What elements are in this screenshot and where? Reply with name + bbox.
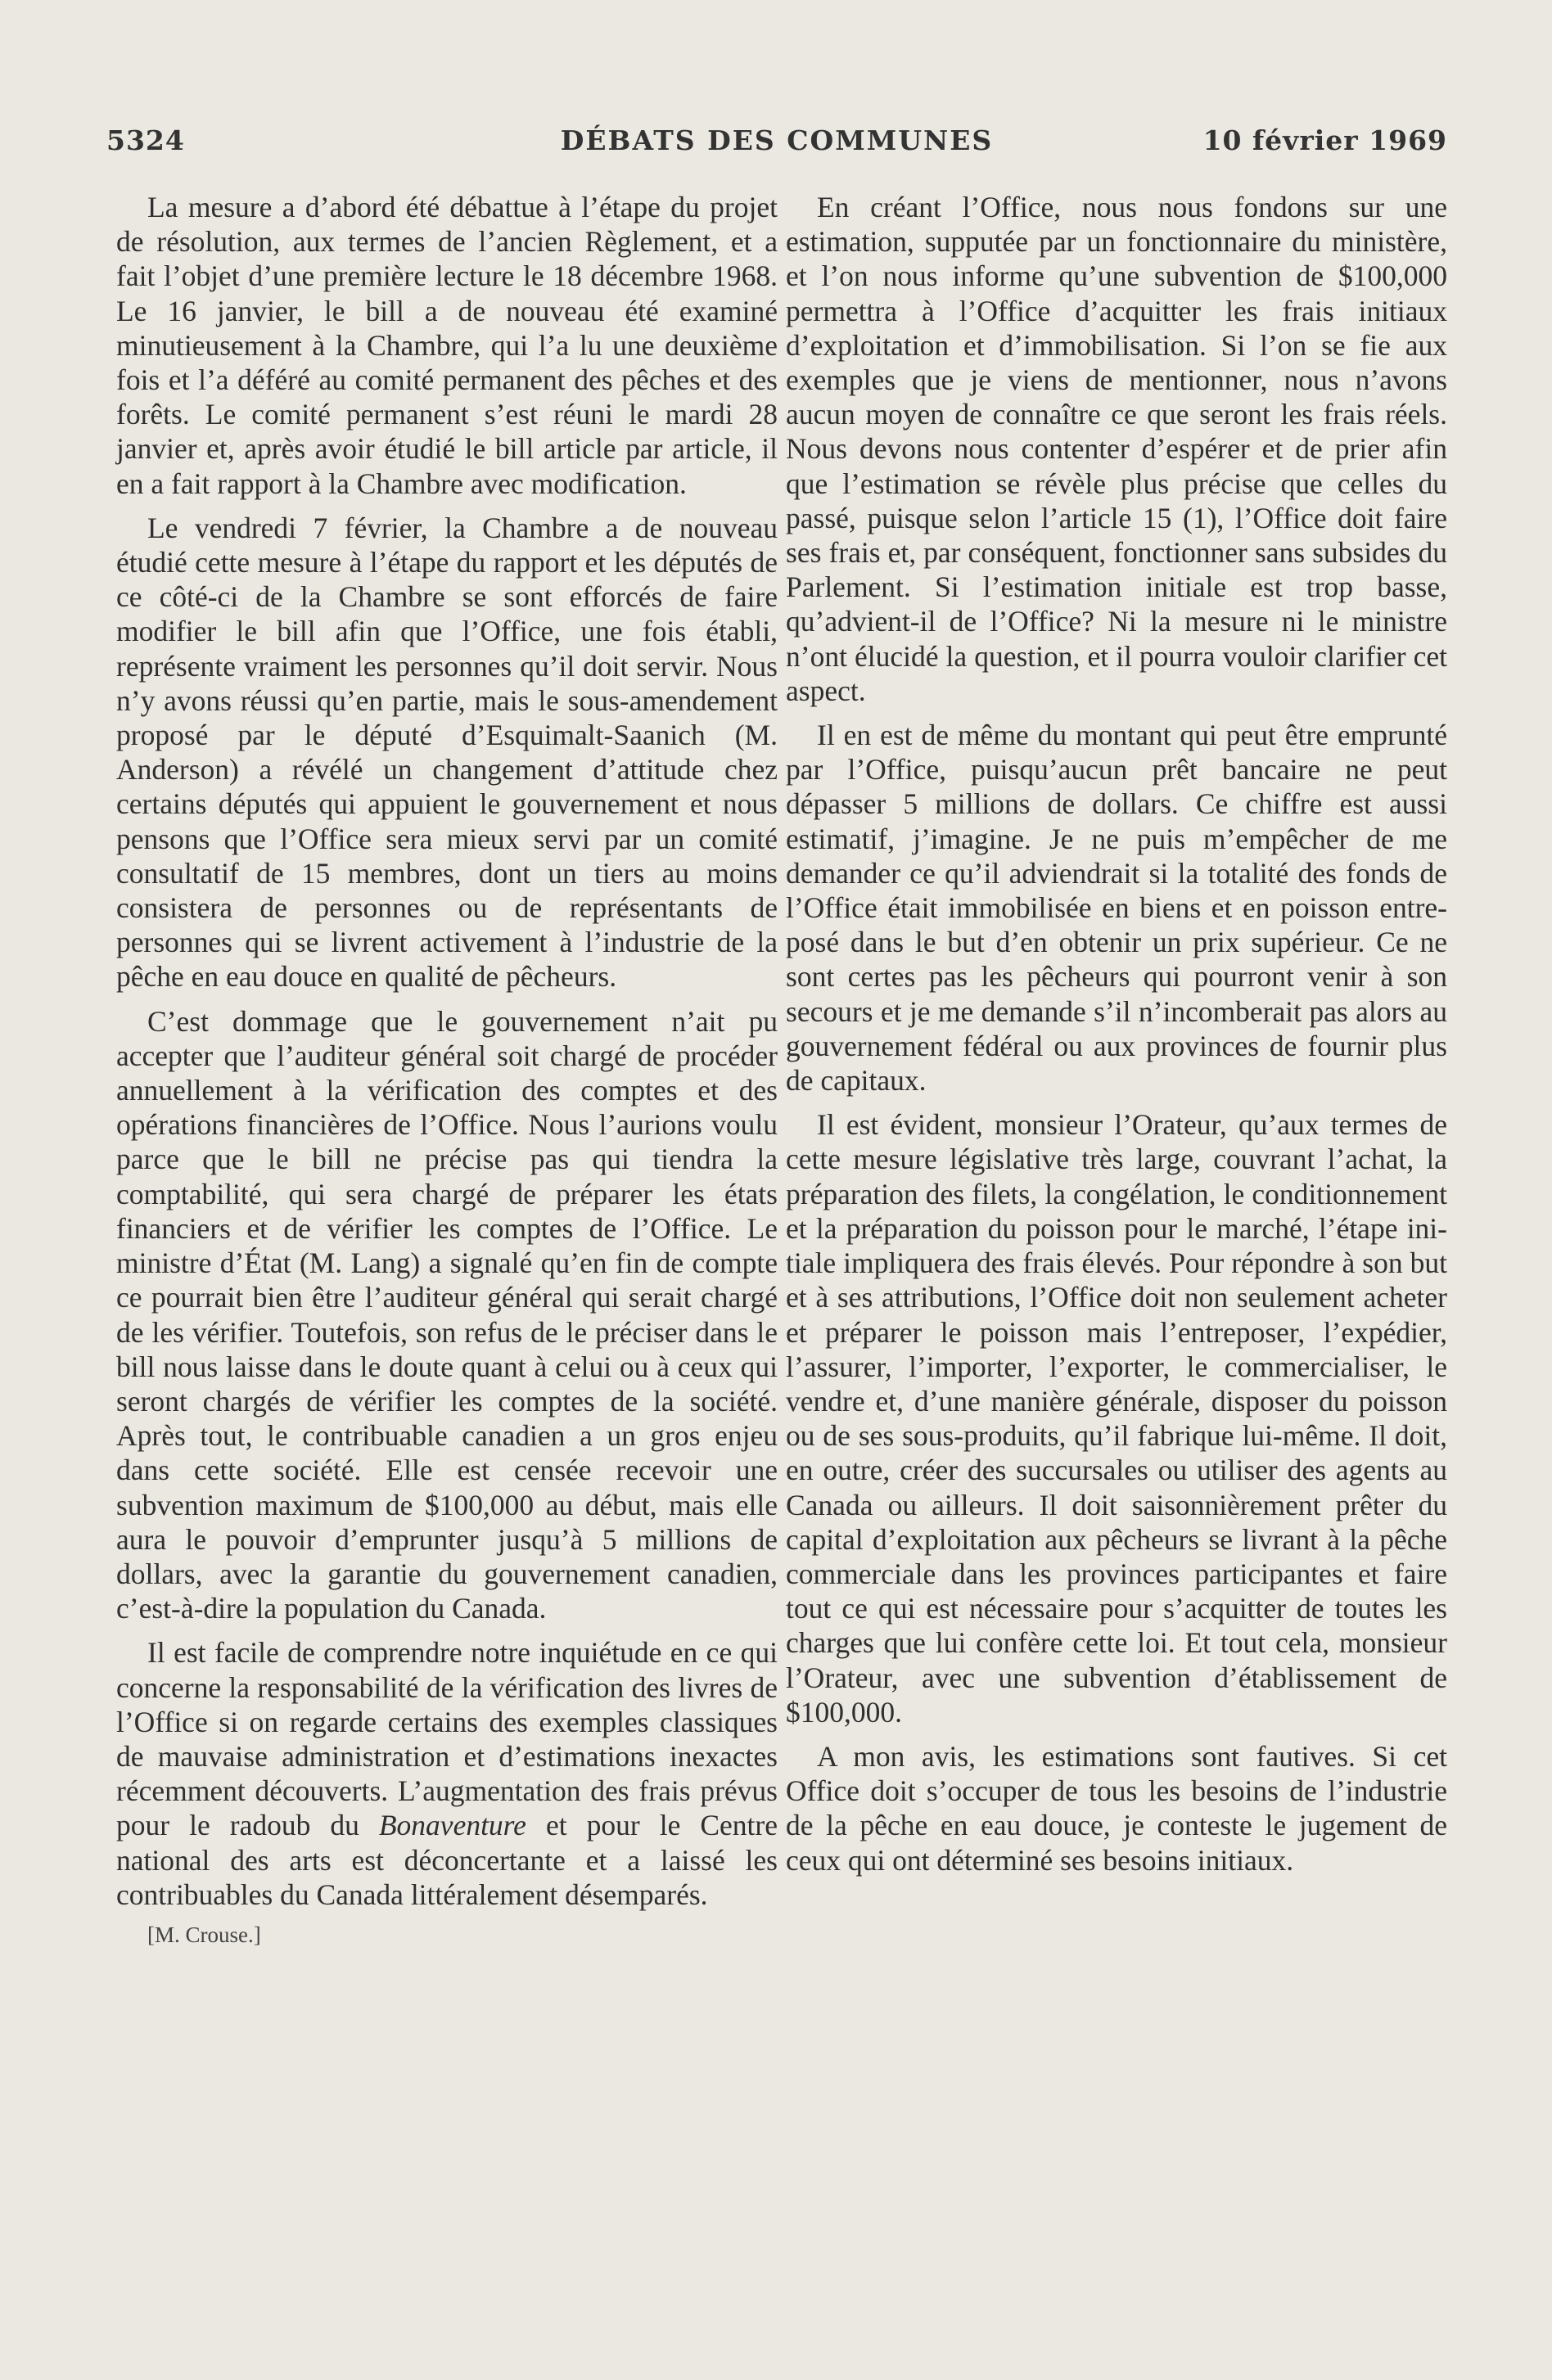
paragraph-text: et pour le Centre national des arts est déconcertante et a laissé les contribuables du Canada littéralement désemparés. [116,1809,778,1911]
paragraph: C’est dommage que le gouvernement n’ait pu accepter que l’auditeur général soit chargé de procéder annuellement à la vérification des comptes et des opérations financières de l’Office. Nous l’aurions voulu parce que le bill ne précise pas qui tiendra la comptabilité, qui sera chargé de préparer les états financiers et de vérifier les comptes de l’Office. Le ministre d’État (M. Lang) a signalé qu’en fin de compte ce pourrait bien être l’auditeur général qui serait chargé de les vérifier. Toutefois, son refus de le préciser dans le bill nous laisse dans le doute quant à celui ou à ceux qui seront chargés de vérifier les comptes de la société. Après tout, le contribuable canadien a un gros enjeu dans cette société. Elle est censée recevoir une subvention maximum de $100,000 au début, mais elle aura le pouvoir d’emprunter jusqu’à 5 millions de dollars, avec la garantie du gouvernement canadien, c’est-à-dire la population du Canada. [116,1004,778,1625]
right-column [786,190,1447,1887]
issue-date: 10 février 1969 [1202,124,1447,156]
paragraph [116,1635,778,1912]
page-number: 5324 [106,124,185,156]
paragraph: Le vendredi 7 février, la Chambre a de nouveau étudié cette mesure à l’étape du rapport et les députés de ce côté-ci de la Chambre se sont efforcés de faire modifier le bill afin que l’Office, une fois établi, représente vraiment les personnes qu’il doit servir. Nous n’y avons réussi qu’en partie, mais le sous-amendement proposé par le député d’Esquimalt-Saanich (M. Anderson) a révélé un changement d’attitude chez certains députés qui appuient le gouvernement et nous pensons que l’Office sera mieux servi par un comité consultatif de 15 membres, dont un tiers au moins consistera de personnes ou de représentants de personnes qui se livrent activement à l’industrie de la pêche en eau douce en qualité de pêcheurs. [116,511,778,994]
journal-title: DÉBATS DES COMMUNES [560,124,994,156]
speaker-signature: [M. Crouse.] [147,1922,261,1947]
left-column [116,190,778,1958]
page-header [106,124,1447,165]
paragraph: Il en est de même du montant qui peut être emprunté par l’Office, puisqu’aucun prêt bancaire ne peut dépasser 5 millions de dollars. Ce chiffre est aussi estimatif, j’imagine. Je ne puis m’empêcher de me demander ce qu’il adviendrait si la totalité des fonds de l’Office était immobilisée en biens et en poisson entreposé dans le but d’en obtenir un prix supérieur. Ce ne sont certes pas les pêcheurs qui pourront venir à son secours et je me demande s’il n’incomberait pas alors au gouvernement fédéral ou aux provinces de fournir plus de capitaux. [786,719,1447,1098]
paragraph: Il est évident, monsieur l’Orateur, qu’aux termes de cette mesure législative très large, couvrant l’achat, la préparation des filets, la congélation, le conditionnement et la préparation du poisson pour le marché, l’étape initiale impliquera des frais élevés. Pour répondre à son but et à ses attributions, l’Office doit non seulement acheter et préparer le poisson mais l’entreposer, l’expédier, l’assurer, l’importer, l’exporter, le commercialiser, le vendre et, d’une manière générale, disposer du poisson ou de ses sous-produits, qu’il fabrique lui-même. Il doit, en outre, créer des succursales ou utiliser des agents au Canada ou ailleurs. Il doit saisonnièrement prêter du capital d’exploitation aux pêcheurs se livrant à la pêche commerciale dans les provinces participantes et faire tout ce qui est nécessaire pour s’acquitter de toutes les charges que lui confère cette loi. Et tout cela, monsieur l’Orateur, avec une subvention d’établissement de $100,000. [786,1108,1447,1729]
ship-name: Bonaventure [378,1809,526,1842]
paragraph-text: Il est facile de comprendre notre inquiétude en ce qui concerne la responsabilité de la vérification des livres de l’Office si on regarde certains des exemples classiques de mauvaise administration et d’estimations inexactes récemment découverts. L’augmentation des frais prévus pour le radoub du [116,1636,778,1842]
paragraph: La mesure a d’abord été débattue à l’étape du projet de résolution, aux termes de l’ancien Règlement, et a fait l’objet d’une première lecture le 18 décembre 1968. Le 16 janvier, le bill a de nouveau été examiné minutieusement à la Chambre, qui l’a lu une deuxième fois et l’a déféré au comité permanent des pêches et des forêts. Le comité permanent s’est réuni le mardi 28 janvier et, après avoir étudié le bill article par article, il en a fait rapport à la Chambre avec modification. [116,191,778,500]
paragraph: A mon avis, les estimations sont fautives. Si cet Office doit s’occuper de tous les besoins de l’industrie de la pêche en eau douce, je conteste le jugement de ceux qui ont déterminé ses besoins initiaux. [786,1739,1447,1877]
paragraph: En créant l’Office, nous nous fondons sur une estimation, supputée par un fonctionnaire du ministère, et l’on nous informe qu’une subvention de $100,000 permettra à l’Office d’acquitter les frais initiaux d’exploitation et d’immobilisation. Si l’on se fie aux exemples que je viens de mentionner, nous n’avons aucun moyen de connaître ce que seront les frais réels. Nous devons nous contenter d’espérer et de prier afin que l’estimation se révèle plus précise que celles du passé, puisque selon l’article 15 (1), l’Office doit faire ses frais et, par conséquent, fonctionner sans subsides du Parlement. Si l’estimation initiale est trop basse, qu’advient-il de l’Office? Ni la mesure ni le ministre n’ont élucidé la question, et il pourra vouloir clarifier cet aspect. [786,191,1447,707]
